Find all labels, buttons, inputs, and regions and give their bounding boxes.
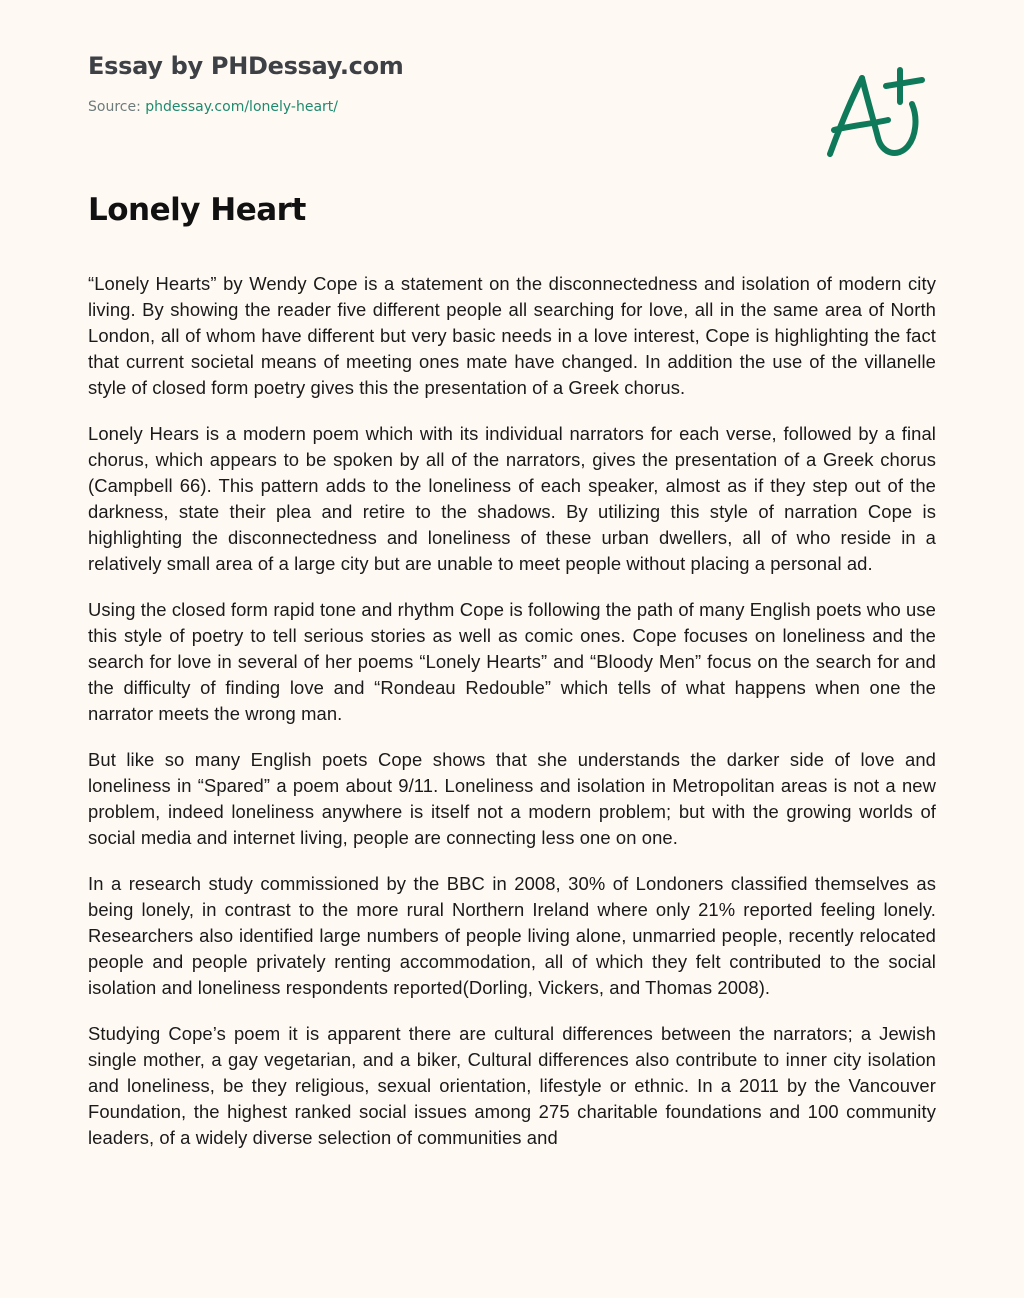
essay-title: Lonely Heart <box>88 192 306 228</box>
essay-paragraph: But like so many English poets Cope shows that she understands the darker side of love and loneliness in “Spared” a poem about 9/11. Loneliness and isolation in Metropolitan areas is not a new problem, indeed loneliness anywhere is itself not a modern problem; but with the growing worlds of social media and internet living, people are connecting less one on one. <box>88 749 936 848</box>
a-plus-grade-svg <box>820 62 932 166</box>
source-line <box>88 98 948 116</box>
essay-paragraph: Lonely Hears is a modern poem which with its individual narrators for each verse, followed by a final chorus, which appears to be spoken by all of the narrators, gives the presentation of a Greek chorus (Campbell 66). This pattern adds to the loneliness of each speaker, almost as if they step out of the darkness, state their plea and retire to the shadows. By utilizing this style of narration Cope is highlighting the disconnectedness and loneliness of these urban dwellers, all of who reside in a relatively small area of a large city but are unable to meet people without placing a personal ad. <box>88 423 936 574</box>
source-label: Source: <box>88 99 146 115</box>
a-right-stroke <box>862 78 915 153</box>
essay-paragraph: “Lonely Hearts” by Wendy Cope is a statement on the disconnectedness and isolation of modern city living. By showing the reader five different people all searching for love, all in the same area of North London, all of whom have different but very basic needs in a love interest, Cope is highlighting the fact that current societal means of meeting ones mate have changed. In addition the use of the villanelle style of closed form poetry gives this the presentation of a Greek chorus. <box>88 273 936 398</box>
site-title: Essay by PHDessay.com <box>88 52 404 80</box>
source-link[interactable]: phdessay.com/lonely-heart/ <box>145 99 338 115</box>
plus-horizontal-stroke <box>886 80 922 86</box>
a-plus-grade-icon <box>820 62 932 166</box>
essay-body <box>88 271 936 1171</box>
essay-paragraph: Studying Cope’s poem it is apparent there are cultural differences between the narrators; a Jewish single mother, a gay vegetarian, and a biker, Cultural differences also contribute to inner city isolation and loneliness, be they religious, sexual orientation, lifestyle or ethnic. In a 2011 by the Vancouver Foundation, the highest ranked social issues among 275 charitable foundations and 100 community leaders, of a widely diverse selection of communities and <box>88 1023 936 1148</box>
site-header <box>88 50 948 116</box>
essay-paragraph: Using the closed form rapid tone and rhythm Cope is following the path of many English poets who use this style of poetry to tell serious stories as well as comic ones. Cope focuses on loneliness and the search for love in several of her poems “Lonely Hearts” and “Bloody Men” focus on the search for and the difficulty of finding love and “Rondeau Redouble” which tells of what happens when one the narrator meets the wrong man. <box>88 599 936 724</box>
essay-paragraph: In a research study commissioned by the BBC in 2008, 30% of Londoners classified themselves as being lonely, in contrast to the more rural Northern Ireland where only 21% reported feeling lonely. Researchers also identified large numbers of people living alone, unmarried people, recently relocated people and people privately renting accommodation, all of which they felt contributed to the social isolation and loneliness respondents reported(Dorling, Vickers, and Thomas 2008). <box>88 873 936 998</box>
a-left-stroke <box>830 78 862 154</box>
